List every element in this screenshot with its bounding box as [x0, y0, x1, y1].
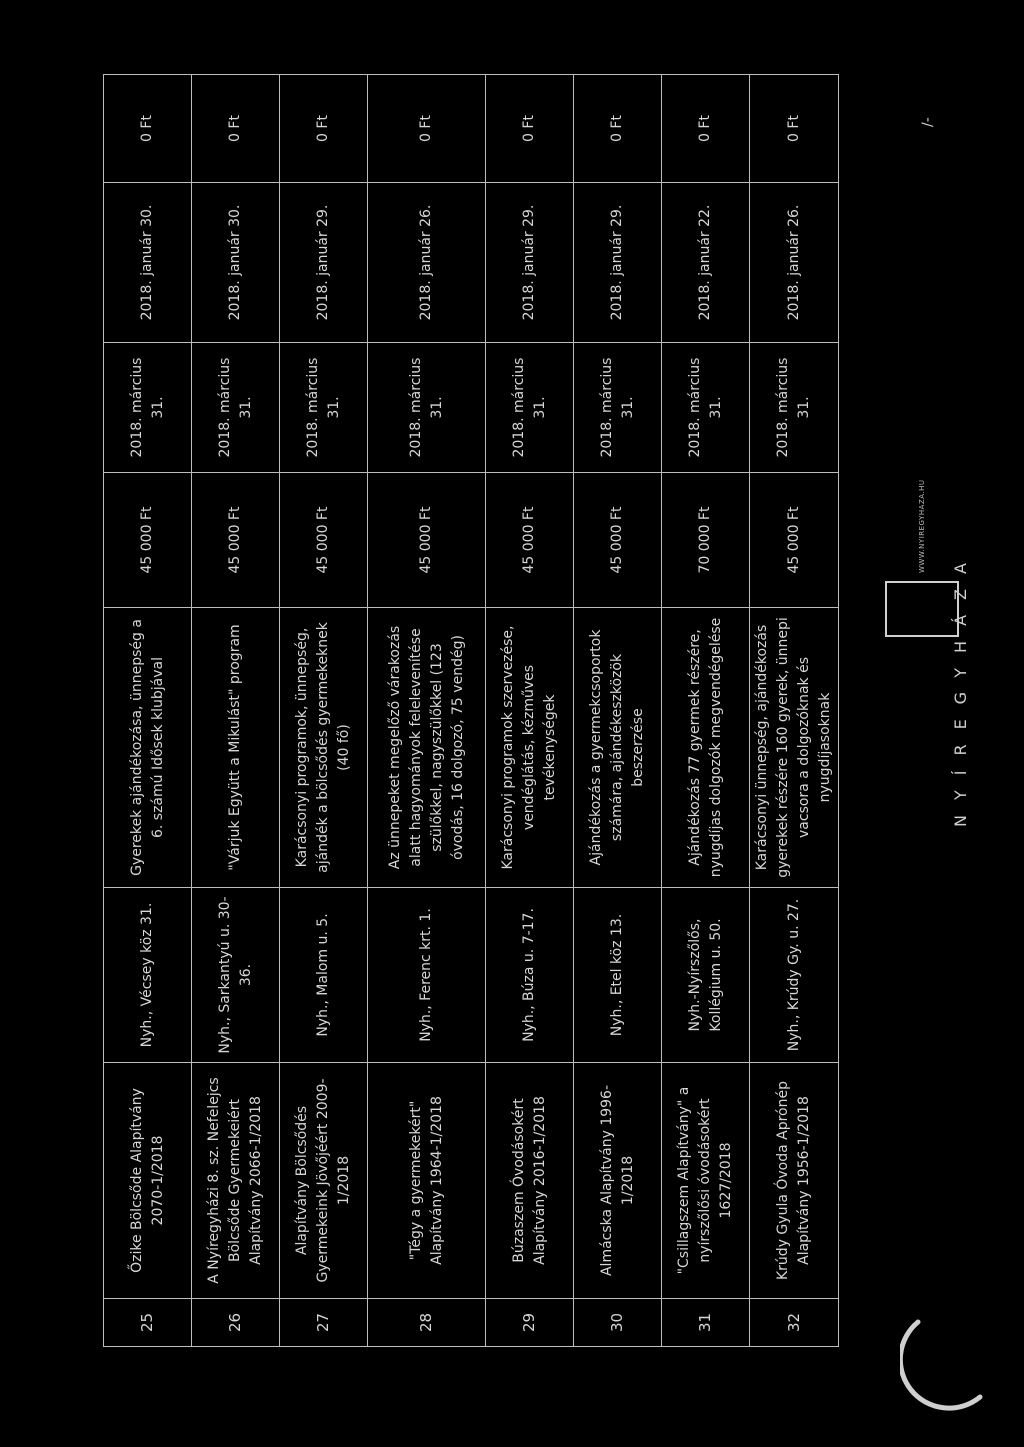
remaining-amount: 0 Ft: [574, 75, 662, 183]
settled-date: 2018. január 30.: [104, 183, 192, 343]
address: Nyh., Sarkantyú u. 30-36.: [192, 888, 280, 1063]
table-row: [192, 75, 280, 1347]
website-block: [885, 479, 959, 637]
logo-box-icon: [885, 581, 959, 637]
purpose: Gyerekek ajándékozása, ünnepség a 6. számú Idősek klubjával: [104, 608, 192, 888]
row-number: 28: [368, 1299, 486, 1347]
deadline: 2018. március 31.: [750, 343, 839, 473]
amount: 45 000 Ft: [574, 473, 662, 608]
remaining-amount: 0 Ft: [280, 75, 368, 183]
grants-table-body: [104, 75, 839, 1347]
address: Nyh., Etel köz 13.: [574, 888, 662, 1063]
settled-date: 2018. január 29.: [574, 183, 662, 343]
table-row: [574, 75, 662, 1347]
table-row: [486, 75, 574, 1347]
purpose: Karácsonyi ünnepség, ajándékozás gyerekek részére 160 gyerek, ünnepi vacsora a dolgozóknak és nyugdíjasoknak: [750, 608, 839, 888]
table-row: [662, 75, 750, 1347]
deadline: 2018. március 31.: [280, 343, 368, 473]
row-number: 30: [574, 1299, 662, 1347]
address: Nyh., Vécsey köz 31.: [104, 888, 192, 1063]
logo-arc-icon: [900, 1307, 1010, 1417]
settled-date: 2018. január 26.: [750, 183, 839, 343]
organization-name: Búzaszem Óvodásokért Alapítvány 2016-1/2018: [486, 1063, 574, 1299]
organization-name: Őzike Bölcsőde Alapítvány 2070-1/2018: [104, 1063, 192, 1299]
purpose: Karácsonyi programok szervezése, vendéglátás, kézműves tevékenységek: [486, 608, 574, 888]
organization-name: A Nyíregyházi 8. sz. Nefelejcs Bölcsőde Gyermekeiért Alapítvány 2066-1/2018: [192, 1063, 280, 1299]
deadline: 2018. március 31.: [192, 343, 280, 473]
address: Nyh., Krúdy Gy. u. 27.: [750, 888, 839, 1063]
settled-date: 2018. január 22.: [662, 183, 750, 343]
amount: 45 000 Ft: [104, 473, 192, 608]
remaining-amount: 0 Ft: [104, 75, 192, 183]
amount: 70 000 Ft: [662, 473, 750, 608]
table-row: [368, 75, 486, 1347]
remaining-amount: 0 Ft: [192, 75, 280, 183]
purpose: Az ünnepeket megelőző várakozás alatt hagyományok felelevenítése szülőkkel, nagyszülőkkel (123 óvodás, 16 dolgozó, 75 vendég): [368, 608, 486, 888]
table-row: [750, 75, 839, 1347]
amount: 45 000 Ft: [192, 473, 280, 608]
address: Nyh., Ferenc krt. 1.: [368, 888, 486, 1063]
table-row: [280, 75, 368, 1347]
amount: 45 000 Ft: [368, 473, 486, 608]
row-number: 32: [750, 1299, 839, 1347]
purpose: Karácsonyi programok, ünnepség, ajándék a bölcsődés gyermekeknek (40 fő): [280, 608, 368, 888]
purpose: Ajándékozás 77 gyermek részére, nyugdíjas dolgozók megvendégelése: [662, 608, 750, 888]
remaining-amount: 0 Ft: [486, 75, 574, 183]
address: Nyh., Búza u. 7-17.: [486, 888, 574, 1063]
row-number: 31: [662, 1299, 750, 1347]
deadline: 2018. március 31.: [574, 343, 662, 473]
website-url: WWW.NYIREGYHAZA.HU: [918, 479, 926, 573]
organization-name: "Tégy a gyermekekért" Alapítvány 1964-1/2018: [368, 1063, 486, 1299]
purpose: "Várjuk Együtt a Mikulást" program: [192, 608, 280, 888]
address: Nyh., Malom u. 5.: [280, 888, 368, 1063]
organization-name: Almácska Alapítvány 1996-1/2018: [574, 1063, 662, 1299]
address: Nyh.-Nyírszőlős, Kollégium u. 50.: [662, 888, 750, 1063]
table-row: [104, 75, 192, 1347]
deadline: 2018. március 31.: [486, 343, 574, 473]
row-number: 25: [104, 1299, 192, 1347]
settled-date: 2018. január 29.: [280, 183, 368, 343]
deadline: 2018. március 31.: [104, 343, 192, 473]
amount: 45 000 Ft: [750, 473, 839, 608]
organization-name: Alapítvány Bölcsődés Gyermekeink Jövőjéért 2009-1/2018: [280, 1063, 368, 1299]
purpose: Ajándékozás a gyermekcsoportok számára, ajándékeszközök beszerzése: [574, 608, 662, 888]
deadline: 2018. március 31.: [662, 343, 750, 473]
row-number: 27: [280, 1299, 368, 1347]
amount: 45 000 Ft: [280, 473, 368, 608]
settled-date: 2018. január 29.: [486, 183, 574, 343]
row-number: 26: [192, 1299, 280, 1347]
settled-date: 2018. január 26.: [368, 183, 486, 343]
settled-date: 2018. január 30.: [192, 183, 280, 343]
organization-name: Krúdy Gyula Óvoda Aprónép Alapítvány 1956-1/2018: [750, 1063, 839, 1299]
remaining-amount: 0 Ft: [750, 75, 839, 183]
grants-table: [103, 74, 839, 1347]
remaining-amount: 0 Ft: [662, 75, 750, 183]
mark-icon: /-: [920, 117, 936, 127]
brand-name: NYÍREGYHÁZA: [950, 548, 970, 827]
organization-name: "Csillagszem Alapítvány" a nyírszőlősi óvodásokért 1627/2018: [662, 1063, 750, 1299]
row-number: 29: [486, 1299, 574, 1347]
remaining-amount: 0 Ft: [368, 75, 486, 183]
deadline: 2018. március 31.: [368, 343, 486, 473]
amount: 45 000 Ft: [486, 473, 574, 608]
